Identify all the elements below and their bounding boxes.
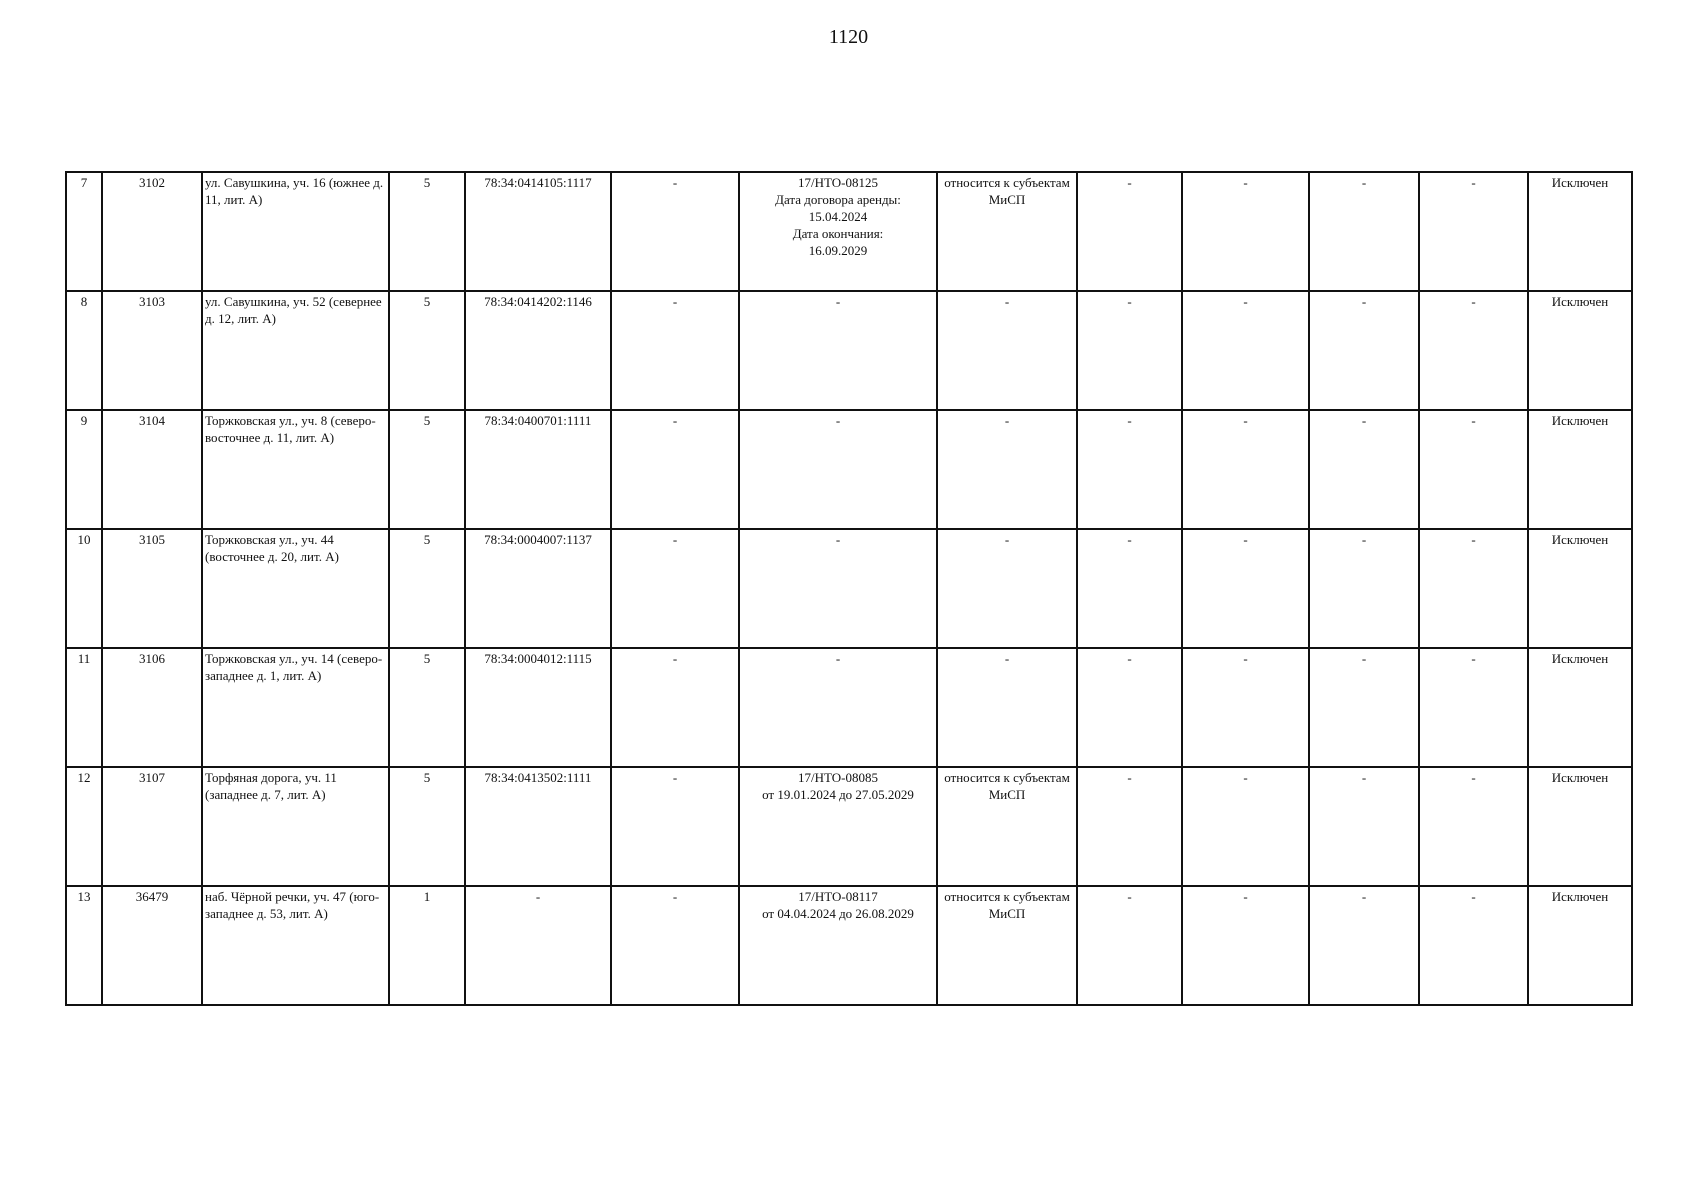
column-9-cell: - — [1077, 648, 1182, 767]
column-10-cell: - — [1182, 529, 1309, 648]
smb-subject-cell: - — [937, 529, 1077, 648]
status-cell: Исключен — [1528, 648, 1632, 767]
table-row — [66, 172, 1632, 291]
cadastral-number-cell: 78:34:0414105:1117 — [465, 172, 611, 291]
address-cell: Торжковская ул., уч. 8 (северо-восточнее д. 11, лит. А) — [202, 410, 389, 529]
cadastral-number-cell: 78:34:0004007:1137 — [465, 529, 611, 648]
smb-subject-cell: относится к субъектам МиСП — [937, 172, 1077, 291]
table-row — [66, 291, 1632, 410]
lease-contract-cell — [739, 648, 937, 767]
cadastral-number-cell: - — [465, 886, 611, 1005]
row-number-cell: 7 — [66, 172, 102, 291]
area-cell: 5 — [389, 648, 465, 767]
object-id-cell: 3102 — [102, 172, 202, 291]
column-12-cell: - — [1419, 648, 1528, 767]
lease-contract-cell — [739, 767, 937, 886]
contract-line: 17/НТО-08117 — [798, 889, 878, 904]
column-10-cell: - — [1182, 410, 1309, 529]
contract-line: Дата окончания: — [792, 226, 884, 241]
table-row — [66, 529, 1632, 648]
area-cell: 5 — [389, 529, 465, 648]
column-12-cell: - — [1419, 767, 1528, 886]
column-9-cell: - — [1077, 767, 1182, 886]
contract-line: 15.04.2024 — [808, 209, 868, 224]
row-number-cell: 10 — [66, 529, 102, 648]
column-12-cell: - — [1419, 410, 1528, 529]
status-cell: Исключен — [1528, 767, 1632, 886]
status-cell: Исключен — [1528, 886, 1632, 1005]
cadastral-number-cell: 78:34:0004012:1115 — [465, 648, 611, 767]
area-cell: 5 — [389, 172, 465, 291]
contract-line: - — [835, 532, 841, 547]
smb-subject-cell: относится к субъектам МиСП — [937, 767, 1077, 886]
object-id-cell: 3106 — [102, 648, 202, 767]
column-6-cell: - — [611, 648, 739, 767]
column-11-cell: - — [1309, 529, 1419, 648]
object-id-cell: 3104 — [102, 410, 202, 529]
address-cell: ул. Савушкина, уч. 16 (южнее д. 11, лит. А) — [202, 172, 389, 291]
lease-contract-cell — [739, 410, 937, 529]
column-12-cell: - — [1419, 529, 1528, 648]
cadastral-number-cell: 78:34:0400701:1111 — [465, 410, 611, 529]
column-12-cell: - — [1419, 886, 1528, 1005]
table-row — [66, 410, 1632, 529]
contract-line: - — [835, 413, 841, 428]
address-cell: ул. Савушкина, уч. 52 (севернее д. 12, лит. А) — [202, 291, 389, 410]
column-11-cell: - — [1309, 410, 1419, 529]
row-number-cell: 13 — [66, 886, 102, 1005]
contract-line: - — [835, 294, 841, 309]
column-10-cell: - — [1182, 767, 1309, 886]
column-6-cell: - — [611, 172, 739, 291]
address-cell: Торфяная дорога, уч. 11 (западнее д. 7, лит. А) — [202, 767, 389, 886]
area-cell: 1 — [389, 886, 465, 1005]
contract-line: 17/НТО-08125 — [798, 175, 878, 190]
lease-contract-cell — [739, 291, 937, 410]
status-cell: Исключен — [1528, 529, 1632, 648]
lease-contract-cell — [739, 529, 937, 648]
column-6-cell: - — [611, 291, 739, 410]
column-12-cell: - — [1419, 291, 1528, 410]
table-row — [66, 648, 1632, 767]
cadastral-number-cell: 78:34:0413502:1111 — [465, 767, 611, 886]
row-number-cell: 11 — [66, 648, 102, 767]
contract-line: - — [835, 651, 841, 666]
contract-line: 16.09.2029 — [808, 243, 868, 258]
object-id-cell: 36479 — [102, 886, 202, 1005]
smb-subject-cell: - — [937, 291, 1077, 410]
contract-line: 17/НТО-08085 — [798, 770, 878, 785]
column-10-cell: - — [1182, 886, 1309, 1005]
status-cell: Исключен — [1528, 410, 1632, 529]
area-cell: 5 — [389, 767, 465, 886]
lease-contract-cell — [739, 886, 937, 1005]
table-row — [66, 767, 1632, 886]
column-12-cell: - — [1419, 172, 1528, 291]
lease-contract-cell — [739, 172, 937, 291]
row-number-cell: 9 — [66, 410, 102, 529]
column-10-cell: - — [1182, 648, 1309, 767]
object-id-cell: 3107 — [102, 767, 202, 886]
smb-subject-cell: относится к субъектам МиСП — [937, 886, 1077, 1005]
contract-line: от 19.01.2024 до 27.05.2029 — [762, 787, 914, 802]
column-11-cell: - — [1309, 291, 1419, 410]
address-cell: Торжковская ул., уч. 44 (восточнее д. 20, лит. А) — [202, 529, 389, 648]
smb-subject-cell: - — [937, 410, 1077, 529]
column-10-cell: - — [1182, 172, 1309, 291]
column-6-cell: - — [611, 529, 739, 648]
column-9-cell: - — [1077, 291, 1182, 410]
column-9-cell: - — [1077, 410, 1182, 529]
column-9-cell: - — [1077, 172, 1182, 291]
area-cell: 5 — [389, 410, 465, 529]
object-id-cell: 3105 — [102, 529, 202, 648]
smb-subject-cell: - — [937, 648, 1077, 767]
table-body — [66, 172, 1632, 1005]
address-cell: Торжковская ул., уч. 14 (северо-западнее д. 1, лит. А) — [202, 648, 389, 767]
status-cell: Исключен — [1528, 172, 1632, 291]
contract-line: от 04.04.2024 до 26.08.2029 — [762, 906, 914, 921]
object-id-cell: 3103 — [102, 291, 202, 410]
column-6-cell: - — [611, 886, 739, 1005]
column-6-cell: - — [611, 410, 739, 529]
column-11-cell: - — [1309, 886, 1419, 1005]
row-number-cell: 8 — [66, 291, 102, 410]
column-6-cell: - — [611, 767, 739, 886]
column-10-cell: - — [1182, 291, 1309, 410]
table-row — [66, 886, 1632, 1005]
contract-line: Дата договора аренды: — [775, 192, 901, 207]
row-number-cell: 12 — [66, 767, 102, 886]
column-11-cell: - — [1309, 172, 1419, 291]
column-11-cell: - — [1309, 648, 1419, 767]
column-11-cell: - — [1309, 767, 1419, 886]
column-9-cell: - — [1077, 886, 1182, 1005]
column-9-cell: - — [1077, 529, 1182, 648]
area-cell: 5 — [389, 291, 465, 410]
page-number: 1120 — [828, 26, 869, 48]
status-cell: Исключен — [1528, 291, 1632, 410]
objects-table — [65, 171, 1633, 1006]
address-cell: наб. Чёрной речки, уч. 47 (юго-западнее д. 53, лит. А) — [202, 886, 389, 1005]
cadastral-number-cell: 78:34:0414202:1146 — [465, 291, 611, 410]
